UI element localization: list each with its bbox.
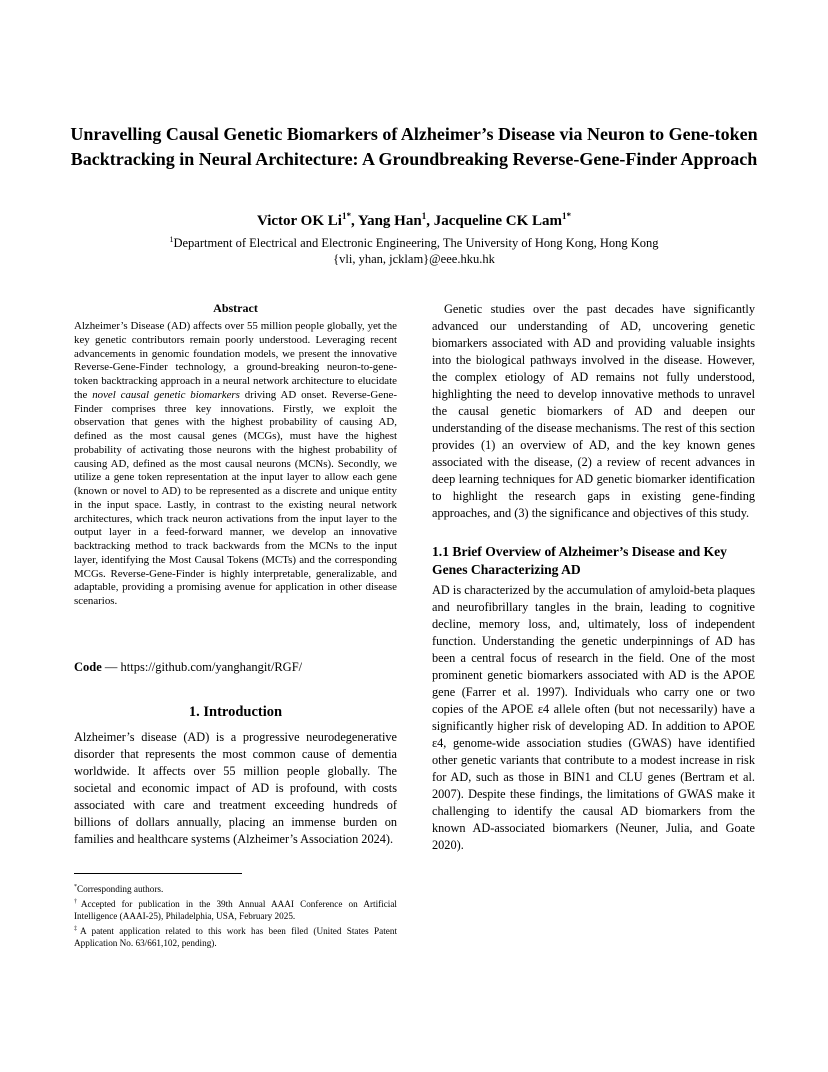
abstract-heading: Abstract bbox=[213, 301, 258, 315]
abstract-text: Alzheimer’s Disease (AD) affects over 55 million people globally, yet the key genetic contributors remain poorly understood. Leveraging recent advancements in genomic foundation models, we present the innovative Reverse-Gene-Finder technology, a ground-breaking neuron-to-gene-token backtracking approach in a neural network architecture to elucidate the bbox=[74, 320, 397, 401]
author-emails: {vli, yhan, jcklam}@eee.hku.hk bbox=[333, 252, 495, 267]
paragraph: Genetic studies over the past decades have significantly advanced our understanding of AD, uncovering genetic biomarkers associated with AD and providing valuable insights into the biological pathways involved in the disease. However, the complex etiology of AD remains not fully understood, highlighting the need to develop innovative methods to unravel the causal genetic biomarkers of AD and deepen our understanding of the disease mechanisms. The rest of this section provides (1) an overview of AD, and the key known genes associated with the disease, (2) a review of recent advances in deep learning techniques for AD genetic biomarker identification to highlight the research gaps in existing gene-finding approaches, and (3) the significance and objectives of this study. bbox=[432, 302, 755, 520]
affiliation-block bbox=[60, 232, 768, 267]
code-url-link[interactable]: https://github.com/yanghangit/RGF/ bbox=[120, 660, 303, 674]
section-body bbox=[432, 582, 755, 854]
affiliation bbox=[60, 232, 768, 251]
author-separator: , bbox=[350, 213, 358, 229]
affiliation-mark: 1 bbox=[169, 235, 174, 244]
footnote-mark: ‡ bbox=[74, 926, 81, 933]
paper-title: Unravelling Causal Genetic Biomarkers of Alzheimer’s Disease via Neuron to Gene-token Backtracking in Neural Architecture: A Groundbreaking Reverse-Gene-Finder Approach bbox=[70, 124, 758, 169]
introduction-body: Alzheimer’s disease (AD) is a progressive neurodegenerative disorder that represents the most common cause of dementia worldwide. It affects over 55 million people globally. The societal and economic impact of AD is profound, with costs associated with care and treatment exceeding hundreds of billions of dollars annually, placing an immense burden on families and healthcare systems (Alzheimer’s Association 2024). bbox=[74, 730, 397, 846]
author-mark: 1* bbox=[341, 211, 351, 221]
author-mark: 1* bbox=[562, 211, 572, 221]
abstract-text: driving AD onset. Reverse-Gene-Finder comprises three key innovations. Firstly, we exploit the observation that genes with the highest probability of causing AD, defined as the most causal genes (MCGs), must have the highest probability of activating those neurons with the highest probability of causing AD, defined as the most causal neurons (MCNs). Secondly, we utilize a gene token representation at the input layer to allow each gene (known or novel to AD) to be represented as a discrete and unique entity in the input space. Lastly, in contrast to the existing neural network architectures, which track neuron activations from the input layer to the output layer in a feed-forward manner, we develop an innovative backtracking method to track backwards from the MCNs to the input layer, identifying the Most Causal Tokens (MCTs) and the corresponding MCGs. Reverse-Gene-Finder is highly interpretable, generalizable, and adaptable, providing a promising avenue for application in other disease scenarios. bbox=[74, 388, 397, 607]
footnote-text: A patent application related to this work has been filed (United States Patent Application No. 63/661,102, pending). bbox=[74, 926, 398, 949]
code-label: Code bbox=[74, 660, 102, 674]
footnote-divider bbox=[74, 873, 242, 874]
footnote-item bbox=[74, 923, 397, 949]
footnote-item bbox=[74, 881, 397, 895]
affiliation-text: Department of Electrical and Electronic Engineering, The University of Hong Kong, Hong Kong bbox=[173, 236, 659, 251]
footnote-mark: * bbox=[74, 884, 77, 890]
footnote-mark: † bbox=[74, 899, 81, 906]
author-name: Jacqueline CK Lam bbox=[433, 213, 563, 229]
author-list bbox=[60, 206, 768, 231]
introduction-heading: 1. Introduction bbox=[188, 704, 283, 720]
footnotes bbox=[74, 881, 397, 950]
author-separator: , bbox=[426, 213, 434, 229]
code-line bbox=[74, 659, 397, 675]
author-name: Yang Han bbox=[357, 213, 422, 229]
author-name: Victor OK Li bbox=[256, 213, 342, 229]
paragraph: AD is characterized by the accumulation of amyloid-beta plaques and neurofibrillary tangles in the brain, leading to cognitive decline, memory loss, and, ultimately, loss of independent function. Understanding the genetic underpinnings of AD has been a central focus of research in the field. One of the most prominent genetic biomarkers associated with AD is the APOE gene (Farrer et al. 1997). Individuals who carry one or two copies of the APOE ε4 allele often (but not necessarily) have a significantly higher risk of developing AD. In addition to APOE ε4, genome-wide association studies (GWAS) have identified other genetic variants that contribute to a modest increase in risk for AD, such as those in BIN1 and CLU genes (Bertram et al. 2007). Despite these findings, the limitations of GWAS make it challenging to identify the causal AD biomarkers from the known AD-associated biomarkers (Neuner, Julia, and Goate 2020). bbox=[432, 583, 755, 852]
abstract-body bbox=[74, 320, 397, 609]
section-heading: 1.1 Brief Overview of Alzheimer’s Disease and Key Genes Characterizing AD bbox=[432, 544, 727, 577]
footnote-text: Corresponding authors. bbox=[77, 884, 164, 895]
author-mark: 1 bbox=[421, 211, 427, 221]
footnote-text: Accepted for publication in the 39th Annual AAAI Conference on Artificial Intelligence (AAAI-25), Philadelphia, USA, February 2025. bbox=[74, 899, 397, 922]
abstract-emphasis: novel causal genetic biomarkers bbox=[92, 388, 240, 401]
right-column-intro bbox=[432, 301, 755, 522]
footnote-item bbox=[74, 896, 397, 922]
code-dash: — bbox=[101, 660, 121, 674]
